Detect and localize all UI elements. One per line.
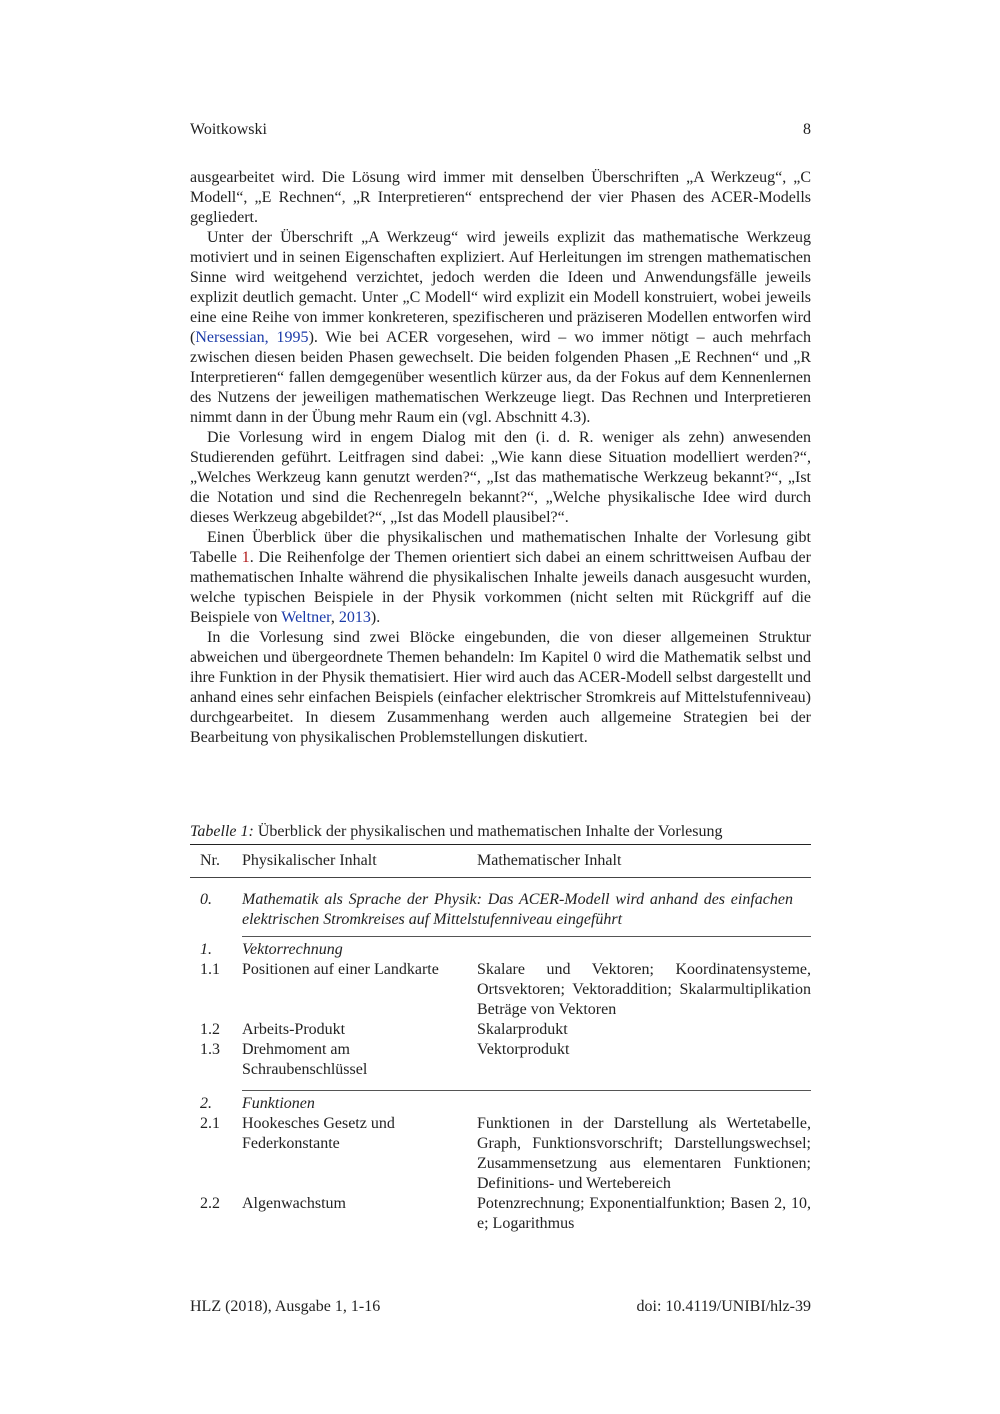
- table-header-row: [190, 845, 811, 877]
- paragraph: ausgearbeitet wird. Die Lösung wird immer mit denselben Überschriften „A Werkzeug“, „C Modell“, „E Rechnen“, „R Interpretieren“ entsprechend der vier Phasen des ACER-Modells gegliedert.: [190, 169, 811, 226]
- table-reference-link[interactable]: 1: [241, 549, 250, 566]
- table-part-2: [190, 1091, 811, 1234]
- body-text: [190, 168, 811, 748]
- table-row: 2.2 Algenwachstum Potenzrechnung; Exponentialfunktion; Basen 2, 10, e; Logarithmus: [200, 1195, 811, 1232]
- table-part-title: 1. Vektorrechnung: [200, 941, 343, 958]
- paragraph: Unter der Überschrift „A Werkzeug“ wird jeweils explizit das mathematische Werkzeug motiviert und in seinen Eigenschaften expliziert. Auf Herleitungen im strengen mathematischen Sinne wird weitgehend verzichtet, jedoch werden die Ideen und Anwendungsfälle jeweils explizit deutlich gemacht. Unter „C Modell“ wird explizit ein Modell konstruiert, wobei jeweils eine eine Reihe von immer konkreteren, spezifischeren und präziseren Modellen entworfen wird (Nersessian, 1995). Wie bei ACER vorgesehen, wird – wo immer nötigt – auch mehrfach zwischen diesen beiden Phasen gewechselt. Die beiden folgenden Phasen „E Rechnen“ und „R Interpretieren“ fallen demgegenüber wesentlich kürzer aus, da der Fokus auf dem Kennenlernen des Nutzens der jeweiligen mathematischen Werkzeuge liegt. Das Rechnen und Interpretieren nimmt dann in der Übung mehr Raum ein (vgl. Abschnitt 4.3).: [190, 229, 812, 426]
- footer-journal: HLZ (2018), Ausgabe 1, 1-16: [190, 1298, 381, 1315]
- column-header-nr: Nr.: [200, 852, 220, 869]
- paragraph: In die Vorlesung sind zwei Blöcke eingebunden, die von dieser allgemeinen Struktur abweichen und übergeordnete Themen behandeln: Im Kapitel 0 wird die Mathematik selbst und ihre Funktion in der Physik thematisiert. Hier wird auch das ACER-Modell selbst dargestellt und anhand eines sehr einfachen Beispiels (einfacher elektrischer Stromkreis auf Mittelstufenniveau) durchgearbeitet. In diesem Zusammenhang werden auch allgemeine Strategien bei der Bearbeitung von physikalischen Problemstellungen diskutiert.: [190, 629, 811, 746]
- header-author: Woitkowski: [190, 121, 267, 138]
- page-footer: [190, 1298, 811, 1316]
- table-part-title: 2. Funktionen: [200, 1095, 315, 1112]
- footer-doi: doi: 10.4119/UNIBI/hlz-39: [636, 1298, 811, 1315]
- table-row: 2.1 Hookesches Gesetz und Federkonstante Funktionen in der Darstellung als Wertetabelle, Graph, Funktionsvorschrift; Darstellungswechsel; Zusammensetzung aus elementaren Funktionen; Definitions- und Wertebereich: [200, 1115, 811, 1192]
- table-row: 1.1 Positionen auf einer Landkarte Skalare und Vektoren; Koordinatensysteme, Ortsvektoren; Vektoraddition; Skalarmultiplikation Beträge von Vektoren: [200, 961, 811, 1018]
- paragraph: Die Vorlesung wird in engem Dialog mit den (i. d. R. weniger als zehn) anwesenden Studierenden geführt. Leitfragen sind dabei: „Wie kann diese Situation modelliert werden?“, „Welches Werkzeug kann genutzt werden?“, „Ist das mathematische Werkzeug bekannt?“, „Ist die Notation und sind die Rechenregeln bekannt?“, „Welche physikalische Idee wird durch dieses Werkzeug abgebildet?“, „Ist das Modell plausibel?“.: [190, 429, 811, 526]
- citation-link-weltner-year[interactable]: 2013: [338, 609, 371, 626]
- citation-link-weltner-author[interactable]: Weltner: [281, 609, 331, 626]
- table-row: 1.2 Arbeits-Produkt Skalarprodukt: [200, 1021, 568, 1038]
- paragraph: Einen Überblick über die physikalischen und mathematischen Inhalte der Vorlesung gibt Tabelle 1. Die Reihenfolge der Themen orientiert sich dabei an einem schrittweisen Aufbau der mathematischen Inhalte während die physikalischen Inhalte jeweils danach ausgesucht wurden, welche typischen Beispiele in der Physik vorkommen (nicht selten mit Rückgriff auf die Beispiele von Weltner, 2013).: [190, 529, 811, 626]
- running-header: [190, 121, 811, 139]
- table-section-0: 0. Mathematik als Sprache der Physik: Das ACER-Modell wird anhand des einfachen elektrischen Stromkreises auf Mittelstufenniveau eingeführt: [200, 891, 793, 928]
- content-table: [190, 822, 811, 1234]
- table-caption: Tabelle 1: Überblick der physikalischen und mathematischen Inhalte der Vorlesung: [190, 823, 723, 840]
- column-header-physics: Physikalischer Inhalt: [242, 852, 377, 869]
- citation-link-nersessian[interactable]: Nersessian, 1995: [195, 329, 309, 346]
- table-row: 1.3 Drehmoment am Schraubenschlüssel Vektorprodukt: [200, 1041, 570, 1078]
- header-page-number: 8: [803, 121, 811, 138]
- column-header-math: Mathematischer Inhalt: [477, 852, 622, 869]
- table-part-1: [190, 937, 811, 1080]
